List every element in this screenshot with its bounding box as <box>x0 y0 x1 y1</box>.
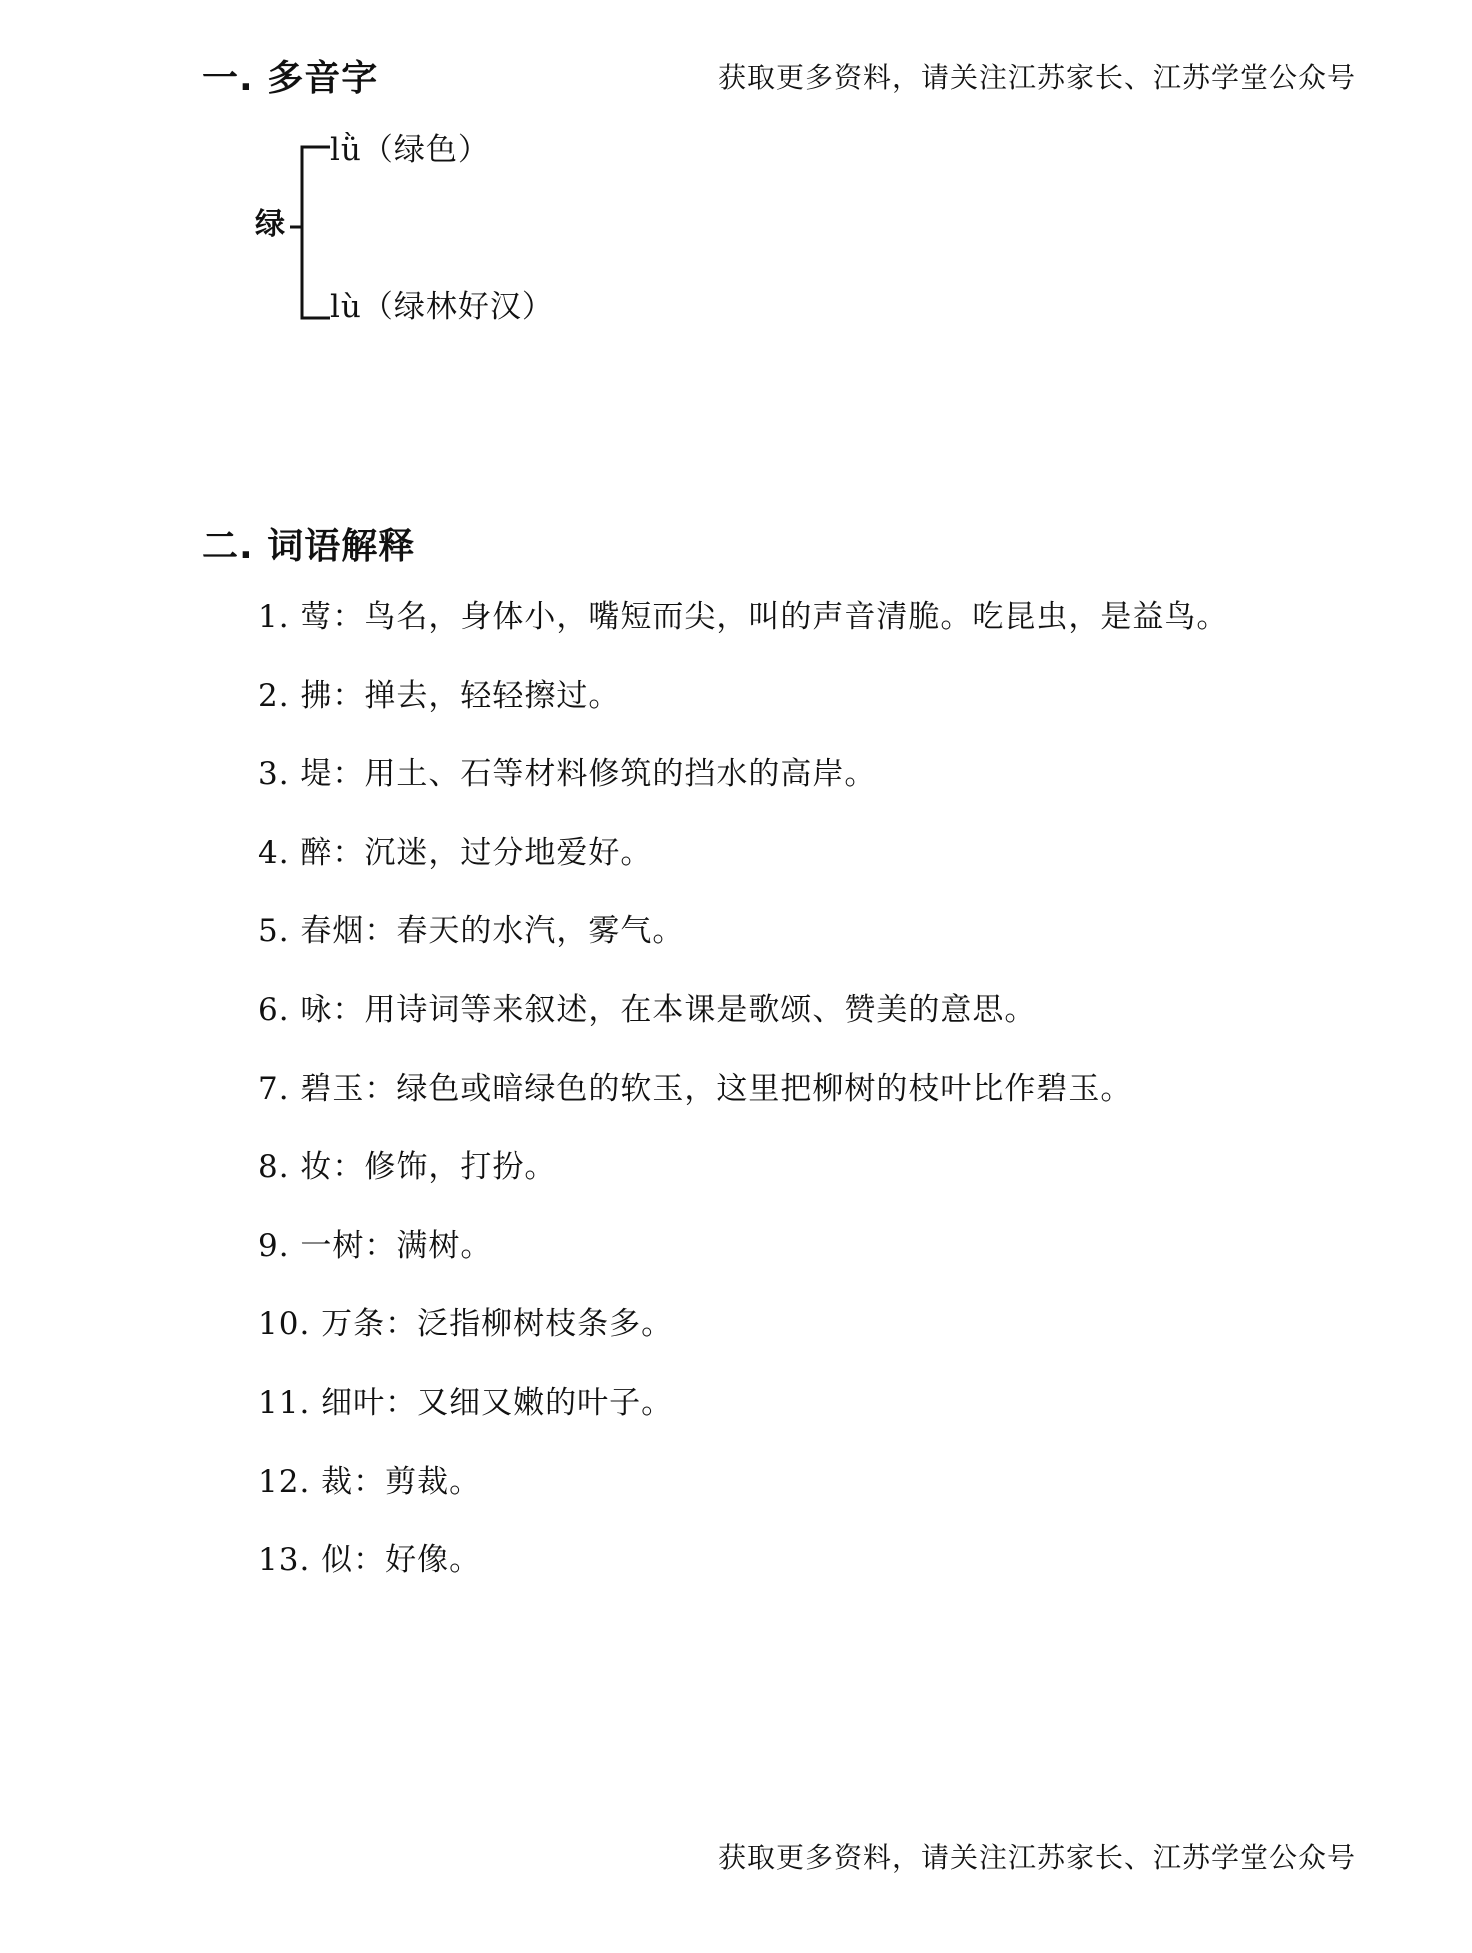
list-item: 11. 细叶：又细又嫩的叶子。 <box>258 1384 674 1421</box>
polyphone-character: 绿 <box>255 207 285 242</box>
list-item: 1. 莺：鸟名，身体小，嘴短而尖，叫的声音清脆。吃昆虫，是益鸟。 <box>258 599 1229 635</box>
section-title-polyphones: 一. 多音字 <box>202 58 379 99</box>
list-item: 9. 一树：满树。 <box>258 1227 493 1264</box>
reading-1: lǜ（绿色） <box>330 132 490 168</box>
list-item: 8. 妆：修饰，打扮。 <box>258 1149 557 1186</box>
list-item: 6. 咏：用诗词等来叙述，在本课是歌颂、赞美的意思。 <box>258 991 1037 1028</box>
list-item: 13. 似：好像。 <box>258 1542 482 1579</box>
footer-promo-text: 获取更多资料，请关注江苏家长、江苏学堂公众号 <box>717 1841 1356 1874</box>
header-promo-text: 获取更多资料，请关注江苏家长、江苏学堂公众号 <box>717 61 1356 94</box>
list-item: 4. 醉：沉迷，过分地爱好。 <box>258 834 653 871</box>
section-title-definitions: 二. 词语解释 <box>202 526 416 567</box>
list-item: 3. 堤：用土、石等材料修筑的挡水的高岸。 <box>258 756 877 793</box>
reading-2: lù（绿林好汉） <box>330 289 554 325</box>
list-item: 5. 春烟：春天的水汽，雾气。 <box>258 913 685 950</box>
definition-list <box>258 596 1228 1618</box>
list-item: 2. 拂：掸去，轻轻擦过。 <box>258 677 621 714</box>
list-item: 7. 碧玉：绿色或暗绿色的软玉，这里把柳树的枝叶比作碧玉。 <box>258 1070 1133 1107</box>
list-item: 12. 裁：剪裁。 <box>258 1463 482 1500</box>
brace-connector <box>290 145 330 320</box>
list-item: 10. 万条：泛指柳树枝条多。 <box>258 1306 674 1343</box>
